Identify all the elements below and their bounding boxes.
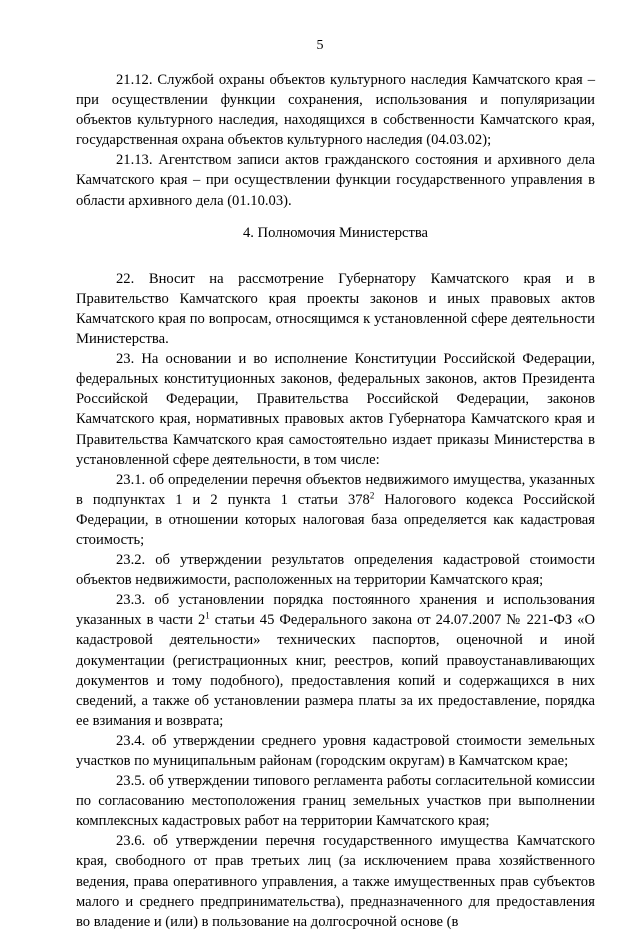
paragraph-23-1-text-b: Налогового кодекса Российской Федерации, в отношении которых налоговая база определяется как кадастровая стоимость; [76,491,596,548]
page-number: 5 [316,38,324,53]
paragraph-23-1 [76,470,595,550]
paragraph-23-3-text-b: статьи 45 Федерального закона от 24.07.2007 № 221-ФЗ «О кадастровой деятельности» технических паспортов, оценочной и иной документации (регистрационных книг, реестров, копий правоустанавливающих документов и тому подобного), предоставления копий и содержащихся в них сведений, а также об установлении размера платы за их предоставление, порядка ее взимания и возврата; [76,612,596,729]
paragraph-23-2: 23.2. об утверждении результатов определения кадастровой стоимости объектов недвижимости, расположенных на территории Камчатского края; [76,552,595,589]
paragraph-23-4: 23.4. об утверждении среднего уровня кадастровой стоимости земельных участков по муниципальным районам (городским округам) в Камчатском крае; [76,732,595,769]
paragraph-22: 22. Вносит на рассмотрение Губернатору Камчатского края и в Правительство Камчатского края проекты законов и иных правовых актов Камчатского края по вопросам, относящимся к установленной сфере деятельности Министерства. [76,270,595,348]
paragraph-23-1-text-a: 23.1. об определении перечня объектов недвижимого имущества, указанных в подпунктах 1 и 2 пункта 1 статьи 378 [76,471,595,508]
superscript-1: 1 [205,610,210,621]
paragraph-23-5: 23.5. об утверждении типового регламента работы согласительной комиссии по согласованию местоположения границ земельных участков при выполнении комплексных кадастровых работ на территории Камчатского края; [76,773,595,830]
paragraph-23-3 [76,590,595,731]
paragraph-21-12: 21.12. Службой охраны объектов культурного наследия Камчатского края – при осуществлении функции сохранения, использования и популяризации объектов культурного наследия, находящихся в собственности Камчатского края, государственная охрана объектов культурного наследия (04.03.02); [76,72,595,149]
superscript-2: 2 [369,490,375,501]
paragraph-21-13: 21.13. Агентством записи актов гражданского состояния и архивного дела Камчатского края – при осуществлении функции государственного управления в области архивного дела (01.10.03). [76,152,595,209]
document-body [76,70,595,932]
paragraph-23: 23. На основании и во исполнение Конституции Российской Федерации, федеральных конституционных законов, федеральных законов, актов Президента Российской Федерации, Правительства Российской Федерации, законов Камчатского края, нормативных правовых актов Губернатора Камчатского края и Правительства Камчатского края самостоятельно издает приказы Министерства в установленной сфере деятельности, в том числе: [76,351,595,468]
paragraph-23-3-text-a: 23.3. об установлении порядка постоянного хранения и использования указанных в части 2 [76,592,595,629]
section-heading: 4. Полномочия Министерства [242,224,429,241]
paragraph-23-6: 23.6. об утверждении перечня государственного имущества Камчатского края, свободного от прав третьих лиц (за исключением права хозяйственного ведения, права оперативного управления, а также имущественных прав субъектов малого и среднего предпринимательства), предназначенного для предоставления во владение и (или) в пользование на долгосрочной основе (в [76,833,595,930]
